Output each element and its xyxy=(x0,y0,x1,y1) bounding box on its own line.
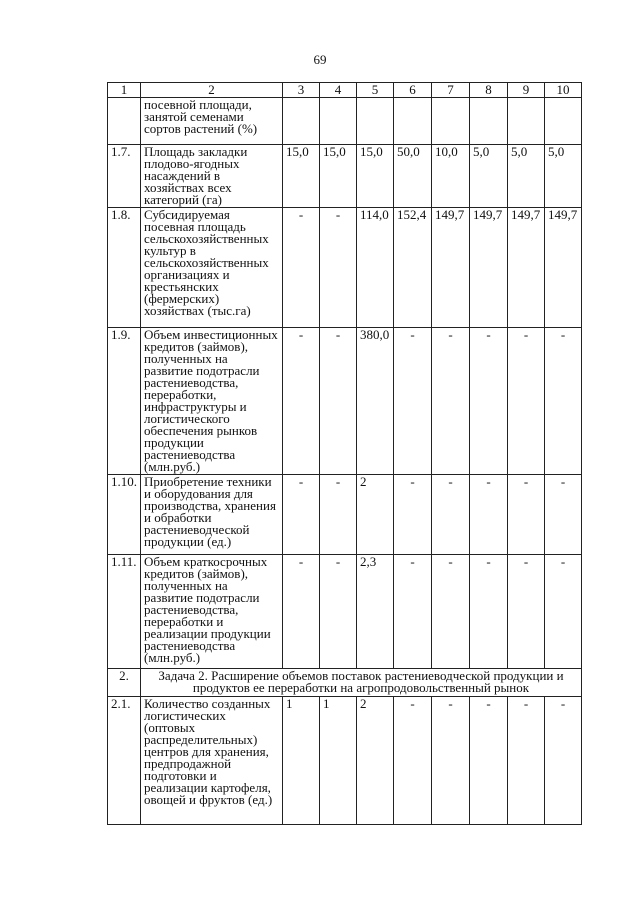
value-cell: - xyxy=(394,555,432,669)
table-row xyxy=(108,328,582,475)
value-cell: 5,0 xyxy=(470,145,508,208)
header-cell: 6 xyxy=(394,83,432,98)
value-cell xyxy=(283,98,320,145)
value-cell: 15,0 xyxy=(283,145,320,208)
indicator-label: Площадь закладки плодово-ягодных насаждений в хозяйствах всех категорий (га) xyxy=(141,145,283,208)
value-cell: 149,7 xyxy=(545,208,582,328)
task-title: Задача 2. Расширение объемов поставок растениеводческой продукции и продуктов ее переработки на агропродовольственный рынок xyxy=(141,669,582,697)
value-cell: 15,0 xyxy=(357,145,394,208)
row-number xyxy=(108,98,141,145)
task-number: 2. xyxy=(108,669,141,697)
value-cell: - xyxy=(283,208,320,328)
value-cell: - xyxy=(394,328,432,475)
value-cell: - xyxy=(320,475,357,555)
value-cell: 15,0 xyxy=(320,145,357,208)
value-cell: 5,0 xyxy=(545,145,582,208)
value-cell: - xyxy=(545,475,582,555)
table-row xyxy=(108,98,582,145)
value-cell: - xyxy=(320,328,357,475)
value-cell: 2,3 xyxy=(357,555,394,669)
value-cell: 152,4 xyxy=(394,208,432,328)
table-row xyxy=(108,697,582,825)
value-cell: 380,0 xyxy=(357,328,394,475)
table-row xyxy=(108,555,582,669)
value-cell: 114,0 xyxy=(357,208,394,328)
header-cell: 8 xyxy=(470,83,508,98)
value-cell: - xyxy=(545,555,582,669)
row-number: 1.8. xyxy=(108,208,141,328)
value-cell: - xyxy=(394,475,432,555)
table-row xyxy=(108,145,582,208)
value-cell: 10,0 xyxy=(432,145,470,208)
value-cell: 5,0 xyxy=(508,145,545,208)
value-cell: - xyxy=(508,475,545,555)
value-cell xyxy=(470,98,508,145)
value-cell: 149,7 xyxy=(470,208,508,328)
row-number: 1.10. xyxy=(108,475,141,555)
table-row xyxy=(108,475,582,555)
header-cell: 1 xyxy=(108,83,141,98)
value-cell: - xyxy=(432,555,470,669)
row-number: 2.1. xyxy=(108,697,141,825)
value-cell: 2 xyxy=(357,475,394,555)
indicator-label: Количество созданных логистических (оптовых распределительных) центров для хранения, предпродажной подготовки и реализации картофеля, овощей и фруктов (ед.) xyxy=(141,697,283,825)
value-cell xyxy=(545,98,582,145)
row-number: 1.9. xyxy=(108,328,141,475)
value-cell: - xyxy=(432,475,470,555)
value-cell: 149,7 xyxy=(508,208,545,328)
indicators-table xyxy=(107,82,582,825)
value-cell: - xyxy=(470,328,508,475)
header-cell: 3 xyxy=(283,83,320,98)
value-cell xyxy=(320,98,357,145)
value-cell xyxy=(432,98,470,145)
table-body xyxy=(108,83,582,825)
header-cell: 4 xyxy=(320,83,357,98)
task-row xyxy=(108,669,582,697)
value-cell: - xyxy=(508,328,545,475)
value-cell: - xyxy=(394,697,432,825)
value-cell xyxy=(508,98,545,145)
header-row xyxy=(108,83,582,98)
value-cell: - xyxy=(545,328,582,475)
value-cell: 2 xyxy=(357,697,394,825)
value-cell: - xyxy=(508,555,545,669)
value-cell xyxy=(357,98,394,145)
header-cell: 7 xyxy=(432,83,470,98)
table-row xyxy=(108,208,582,328)
value-cell: - xyxy=(545,697,582,825)
header-cell: 2 xyxy=(141,83,283,98)
value-cell: - xyxy=(470,697,508,825)
indicator-label: Объем краткосрочных кредитов (займов), полученных на развитие подотрасли растениеводства, переработки и реализации продукции растениеводства (млн.руб.) xyxy=(141,555,283,669)
value-cell: - xyxy=(320,555,357,669)
row-number: 1.7. xyxy=(108,145,141,208)
value-cell: - xyxy=(283,328,320,475)
header-cell: 9 xyxy=(508,83,545,98)
value-cell: - xyxy=(470,475,508,555)
indicator-label: Приобретение техники и оборудования для производства, хранения и обработки растениеводческой продукции (ед.) xyxy=(141,475,283,555)
value-cell: - xyxy=(508,697,545,825)
value-cell xyxy=(394,98,432,145)
value-cell: - xyxy=(432,697,470,825)
value-cell: - xyxy=(432,328,470,475)
page-number: 69 xyxy=(313,52,327,67)
value-cell: - xyxy=(470,555,508,669)
indicator-label: Объем инвестиционных кредитов (займов), полученных на развитие подотрасли растениеводства, переработки, инфраструктуры и логистического обеспечения рынков продукции растениеводства (млн.руб.) xyxy=(141,328,283,475)
header-cell: 10 xyxy=(545,83,582,98)
indicator-label: Субсидируемая посевная площадь сельскохозяйственных культур в сельскохозяйственных организациях и крестьянских (фермерских) хозяйствах (тыс.га) xyxy=(141,208,283,328)
value-cell: 149,7 xyxy=(432,208,470,328)
value-cell: 1 xyxy=(320,697,357,825)
value-cell: - xyxy=(283,555,320,669)
value-cell: 50,0 xyxy=(394,145,432,208)
value-cell: 1 xyxy=(283,697,320,825)
indicator-label: посевной площади, занятой семенами сортов растений (%) xyxy=(141,98,283,145)
header-cell: 5 xyxy=(357,83,394,98)
value-cell: - xyxy=(320,208,357,328)
value-cell: - xyxy=(283,475,320,555)
row-number: 1.11. xyxy=(108,555,141,669)
